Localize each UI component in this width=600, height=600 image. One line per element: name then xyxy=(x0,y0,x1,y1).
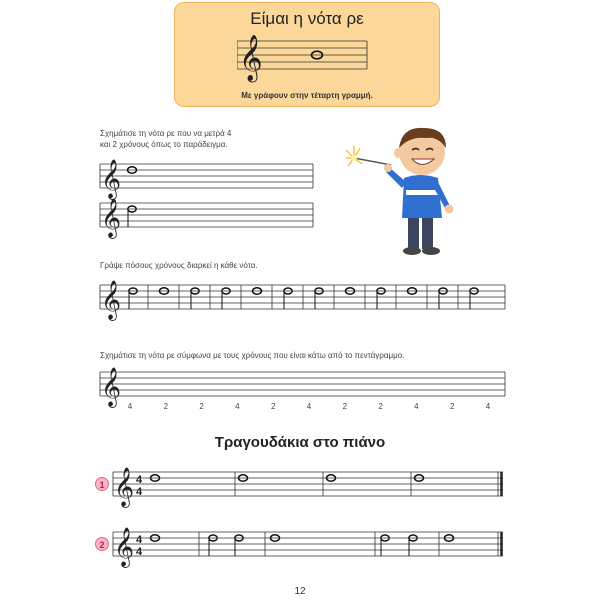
sparkler-icon xyxy=(346,146,391,166)
beat-number: 2 xyxy=(342,402,348,411)
page-number: 12 xyxy=(294,586,306,597)
title-box xyxy=(174,2,440,107)
song-1-badge: 1 xyxy=(95,477,109,491)
beat-number: 2 xyxy=(378,402,383,411)
boy-illustration xyxy=(346,120,476,260)
song-2-staff xyxy=(113,524,508,567)
exercise1-instruction: Σχημάτισε τη νότα ρε που να μετρά 4 και 2 χρόνους όπως το παράδειγμα. xyxy=(100,129,232,149)
beat-number: 2 xyxy=(199,402,204,411)
beat-number: 4 xyxy=(235,402,240,411)
beat-number: 2 xyxy=(270,402,276,411)
treble-clef-icon: 𝄞 xyxy=(239,35,263,81)
treble-clef-icon: 𝄞 xyxy=(101,159,122,199)
treble-clef-icon: 𝄞 xyxy=(101,367,122,407)
title-staff xyxy=(237,33,377,83)
song-2-badge: 2 xyxy=(95,537,109,551)
time-signature-top: 4 xyxy=(136,534,143,546)
time-signature-bottom: 4 xyxy=(136,546,143,558)
page-title: Είμαι η νότα ρε xyxy=(250,9,364,28)
treble-clef-icon: 𝄞 xyxy=(114,467,135,507)
treble-clef-icon: 𝄞 xyxy=(114,527,135,567)
song-1-staff xyxy=(113,464,508,507)
songs-title: Τραγουδάκια στο πιάνο xyxy=(214,434,386,451)
exercise1-staff-2 xyxy=(100,197,320,238)
beat-number: 2 xyxy=(449,402,455,411)
exercise2-staff xyxy=(100,279,510,320)
time-signature-top: 4 xyxy=(136,474,143,486)
beat-number: 4 xyxy=(414,402,419,411)
exercise3-staff xyxy=(100,366,510,407)
title-caption: Με γράφουν στην τέταρτη γραμμή. xyxy=(241,91,373,100)
treble-clef-icon: 𝄞 xyxy=(101,198,122,238)
beat-number: 4 xyxy=(306,402,312,411)
beat-number: 2 xyxy=(163,402,169,411)
exercise3-instruction: Σχημάτισε τη νότα ρε σύμφωνα με τους χρόνους που είναι κάτω από το πεντάγραμμο. xyxy=(100,351,405,360)
treble-clef-icon: 𝄞 xyxy=(101,280,122,320)
time-signature-bottom: 4 xyxy=(136,486,143,498)
beat-number: 4 xyxy=(485,402,491,411)
beat-number: 4 xyxy=(127,402,133,411)
exercise2-instruction: Γράψε πόσους χρόνους διαρκεί η κάθε νότα. xyxy=(100,261,258,270)
exercise1-staff-1 xyxy=(100,158,320,199)
